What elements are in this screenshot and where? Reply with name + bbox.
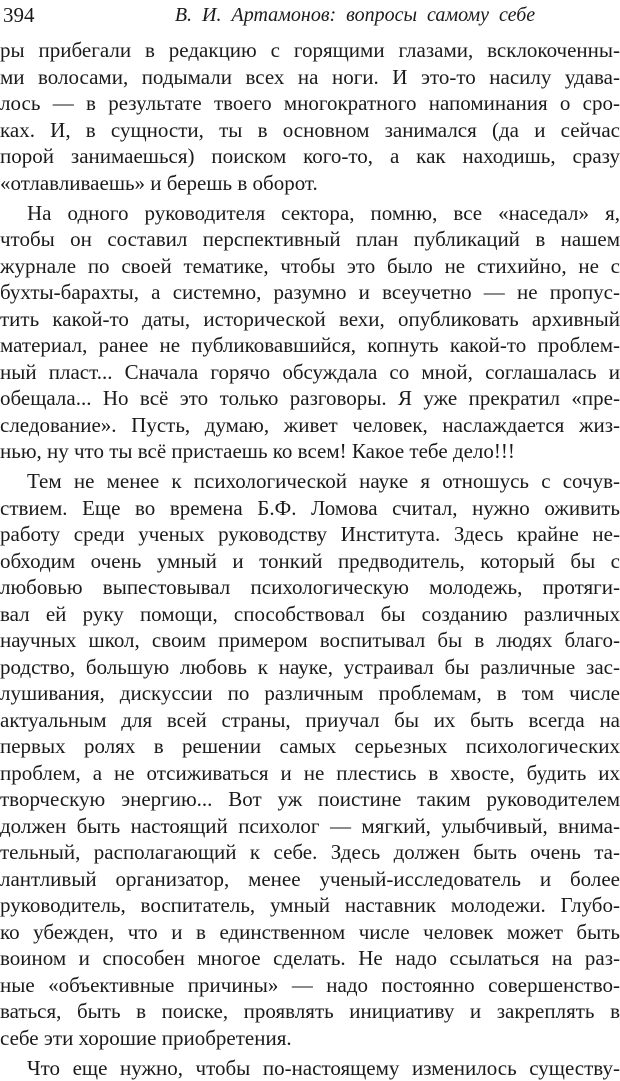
text-line: лантливый организатор, менее ученый-исследователь и более (0, 866, 620, 893)
text-line: ствием. Еще во времена Б.Ф. Ломова считал, нужно оживить (0, 495, 620, 522)
text-line: ные «объективные причины» — надо постоянно совершенство- (0, 972, 620, 999)
text-line: На одного руководителя сектора, помню, все «наседал» я, (0, 200, 620, 227)
text-line: тить какой-то даты, исторической вехи, опубликовать архивный (0, 306, 620, 333)
text-line: научных школ, своим примером воспитывал бы в людях благо- (0, 627, 620, 654)
text-line: работу среди ученых руководству Института. Здесь крайне не- (0, 521, 620, 548)
text-line: тельный, располагающий к себе. Здесь должен быть очень та- (0, 839, 620, 866)
text-line: порой занимаешься) поиском кого-то, а как находишь, сразу (0, 143, 620, 170)
text-line: лось — в результате твоего многократного напоминания о сро- (0, 90, 620, 117)
text-line: творческую энергию... Вот уж поистине таким руководителем (0, 786, 620, 813)
paragraph (0, 37, 620, 196)
text-line: бухты-барахты, а системно, разумно и всеучетно — не пропус- (0, 279, 620, 306)
text-line: журнале по своей тематике, чтобы это было не стихийно, не с (0, 253, 620, 280)
text-line: следование». Пусть, думаю, живет человек, наслаждается жиз- (0, 412, 620, 439)
paragraph (0, 1055, 620, 1081)
text-line: родство, большую любовь к науке, устраивал бы различные зас- (0, 654, 620, 681)
text-line: обещала... Но всё это только разговоры. Я уже прекратил «пре- (0, 385, 620, 412)
text-line: ваться, быть в поиске, проявлять инициативу и закреплять в (0, 998, 620, 1025)
text-line: Что еще нужно, чтобы по-настоящему изменилось существу- (0, 1055, 620, 1081)
text-line: руководитель, воспитатель, умный наставник молодежи. Глубо- (0, 892, 620, 919)
text-line: проблем, а не отсиживаться и не плестись в хвосте, будить их (0, 760, 620, 787)
text-line: материал, ранее не публиковавшийся, копнуть какой-то проблем- (0, 332, 620, 359)
running-head: В. И. Артамонов: вопросы самому себе (90, 2, 620, 28)
text-line: первых ролях в решении самых серьезных психологических (0, 733, 620, 760)
text-line: актуальным для всей страны, приучал бы их быть всегда на (0, 707, 620, 734)
text-line: любовью выпестовывал психологическую молодежь, протяги- (0, 574, 620, 601)
text-line: лушивания, дискуссии по различным проблемам, в том числе (0, 680, 620, 707)
text-line: обходим очень умный и тонкий предводитель, который бы с (0, 548, 620, 575)
paragraph (0, 200, 620, 465)
text-line: ках. И, в сущности, ты в основном занимался (да и сейчас (0, 117, 620, 144)
text-line: ный пласт... Сначала горячо обсуждала со мной, соглашалась и (0, 359, 620, 386)
text-line: Тем не менее к психологической науке я отношусь с сочув- (0, 468, 620, 495)
text-line: должен быть настоящий психолог — мягкий, улыбчивый, внима- (0, 813, 620, 840)
text-line: чтобы он составил перспективный план публикаций в нашем (0, 226, 620, 253)
text-line: «отлавливаешь» и берешь в оборот. (0, 170, 620, 197)
text-line: воином и способен многое сделать. Не надо ссылаться на раз- (0, 945, 620, 972)
text-line: ко убежден, что и в единственном числе человек может быть (0, 919, 620, 946)
text-line: нью, ну что ты всё пристаешь ко всем! Какое тебе дело!!! (0, 438, 620, 465)
page-header (0, 2, 620, 28)
body-text (0, 37, 620, 1081)
paragraph (0, 468, 620, 1051)
text-line: вал ей руку помощи, способствовал бы созданию различных (0, 601, 620, 628)
page-number: 394 (3, 2, 35, 28)
text-line: себе эти хорошие приобретения. (0, 1025, 620, 1052)
text-line: ры прибегали в редакцию с горящими глазами, всклокоченны- (0, 37, 620, 64)
text-line: ми волосами, подымали всех на ноги. И это-то насилу удава- (0, 64, 620, 91)
